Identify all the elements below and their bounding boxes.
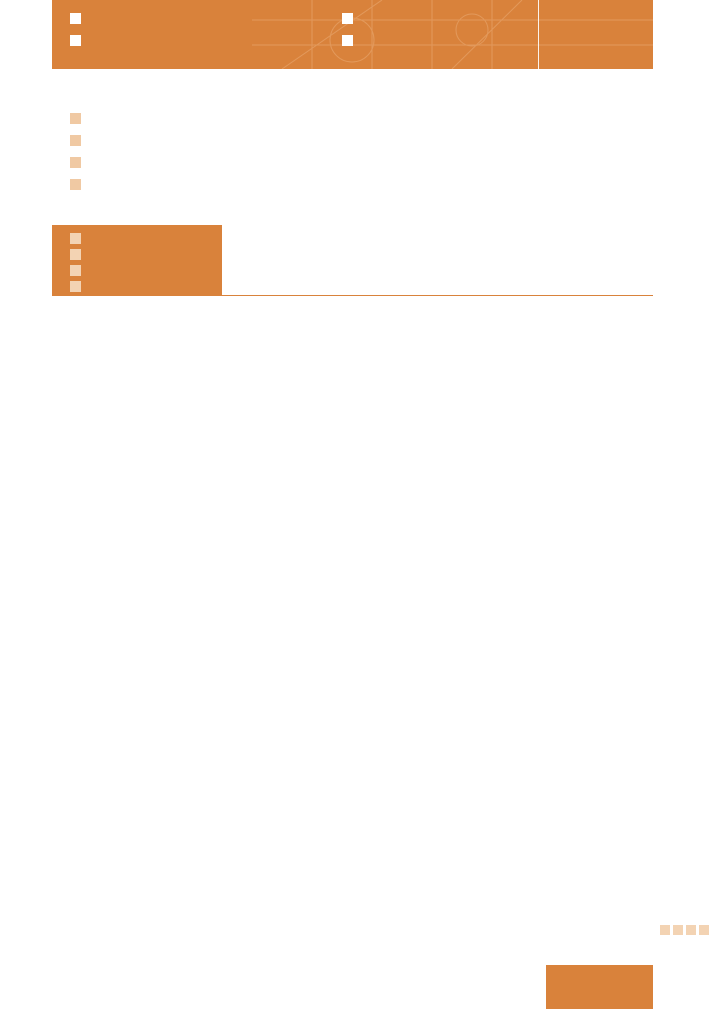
header-divider: [538, 0, 539, 69]
title-gb: [70, 129, 94, 151]
header-title-es: [342, 35, 360, 46]
datasheet-header: [52, 0, 653, 69]
section-titles: [70, 107, 94, 195]
header-title-fr: [342, 13, 360, 24]
title-de: [70, 107, 94, 129]
legend-recommended: [70, 958, 100, 976]
header-title-de: [70, 13, 88, 24]
title-es: [70, 173, 94, 195]
header-title-gb: [70, 35, 88, 46]
coating-table: [52, 225, 653, 296]
material-header-labels: [70, 230, 91, 294]
title-fr: [70, 151, 94, 173]
schwanog-logo: [546, 965, 653, 1009]
table-header: [52, 225, 653, 296]
legend-mandatory: [70, 940, 100, 958]
legend: [70, 940, 100, 976]
vertical-note: [658, 335, 710, 935]
